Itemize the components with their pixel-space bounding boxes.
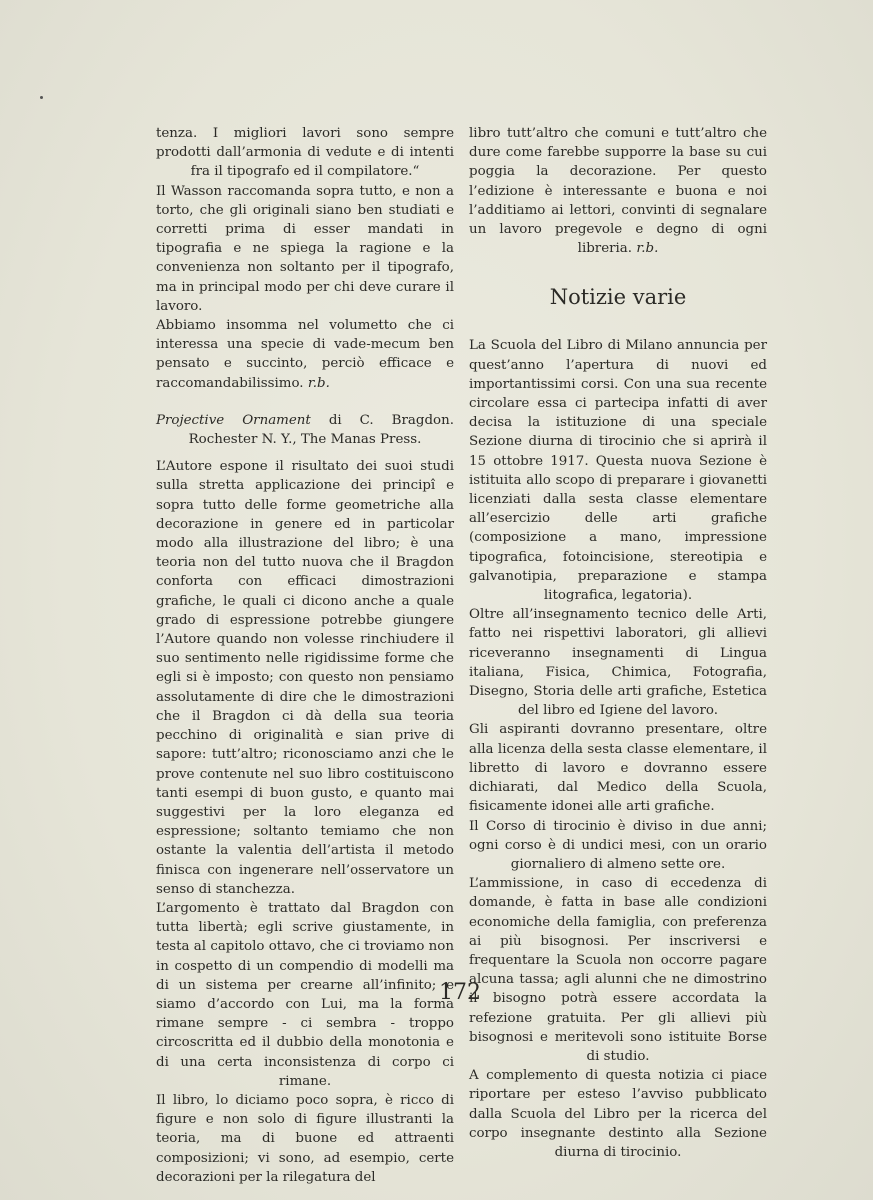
spacer bbox=[156, 393, 454, 411]
paragraph: Gli aspiranti dovranno presentare, oltre alla licenza della sesta classe elementare, il libretto di lavoro e dovranno essere dichiarati, dal Medico della Scuola, fisicamente idonei alle arti grafiche. bbox=[469, 722, 767, 815]
paragraph: tenza. I migliori lavori sono sempre prodotti dall’armonia di vedute e di intenti fra il tipografo ed il compilatore.“ bbox=[156, 126, 454, 180]
paragraph-text: Abbiamo insomma nel volumetto che ci interessa una specie di vade-mecum ben pensato e succinto, perciò efficace e raccomandabilissimo. bbox=[156, 318, 454, 391]
book-title: Projective Ornament bbox=[156, 412, 311, 428]
paragraph: Oltre all’insegnamento tecnico delle Arti, fatto nei rispettivi laboratori, gli allievi riceveranno insegnamenti di Lingua italiana, Fisica, Chimica, Fotografia, Disegno, Storia delle arti grafiche, Estetica del libro ed Igiene del lavoro. bbox=[469, 607, 767, 719]
paragraph: L’Autore espone il risultato dei suoi studi sulla stretta applicazione dei principî e sopra tutto delle forme geometriche alla decorazione in genere ed in particolar modo alla illustrazione del libro; è una teoria non del tutto nuova che il Bragdon conforta con efficaci dimostrazioni grafiche, le quali ci dicono anche a quale grado di espressione potrebbe giungere l’Autore quando non volesse rinchiudere il suo sentimento nelle rigidissime forme che egli si è imposto; con questo non pensiamo assolutamente di dire che le dimostrazioni che il Bragdon ci dà della sua teoria pecchino di originalità e sian prive di sapore: tutt’altro; riconosciamo anzi che le prove contenute nel suo libro costituiscono tanti esempi di buon gusto, e quanto mai suggestivi per la loro eleganza ed espressione; soltanto temiamo che non ostante la valentia dell’artista il metodo finisca con ingenerare nell’osservatore un senso di stanchezza. bbox=[156, 459, 454, 897]
paragraph: Il Wasson raccomanda sopra tutto, e non a torto, che gli originali siano ben studiati e corretti prima di esser mandati in tipografia e ne spiega la ragione e la convenienza non soltanto per il tipografo, ma in principal modo per chi deve curare il lavoro. bbox=[156, 183, 454, 314]
spacer bbox=[469, 258, 767, 284]
book-reference bbox=[156, 411, 454, 449]
paragraph: Il Corso di tirocinio è diviso in due anni; ogni corso è di undici mesi, con un orario giornaliero di almeno sette ore. bbox=[469, 818, 767, 872]
paper-speck bbox=[40, 96, 43, 99]
paragraph: L’ammissione, in caso di eccedenza di domande, è fatta in base alle condizioni economiche della famiglia, con preferenza ai più bisognosi. Per inscriversi e frequentare la Scuola non occorre pagare alcuna tassa; agli alunni che ne dimostrino il bisogno potrà essere accordata la refezione gratuita. Per gli allievi più bisognosi e meritevoli sono istituite Borse di studio. bbox=[469, 876, 767, 1064]
author-initials: r.b. bbox=[636, 241, 659, 257]
page-number: 172 bbox=[439, 980, 481, 1005]
paragraph bbox=[156, 316, 454, 393]
paragraph bbox=[469, 124, 767, 258]
paragraph: La Scuola del Libro di Milano annuncia per quest’anno l’apertura di nuovi ed importantissimi corsi. Con una sua recente circolare essa ci partecipa infatti di aver decisa la istituzione di una speciale Sezione diurna di tirocinio che si aprirà il 15 ottobre 1917. Questa nuova Sezione è istituita allo scopo di preparare i giovanetti licenziati dalla sesta classe elementare all’esercizio delle arti grafiche (composizione a mano, impressione tipografica, fotoincisione, stereotipia e galvanotipia, preparazione e stampa litografica, legatoria). bbox=[469, 338, 767, 604]
paragraph: A complemento di questa notizia ci piace riportare per esteso l’avviso pubblicato dalla Scuola del Libro per la ricerca del corpo insegnante destinto alla Sezione diurna di tirocinio. bbox=[469, 1068, 767, 1160]
left-column bbox=[156, 124, 454, 1187]
author-initials: r.b. bbox=[307, 375, 330, 391]
spacer bbox=[156, 449, 454, 457]
paragraph: L’argomento è trattato dal Bragdon con tutta libertà; egli scrive giustamente, in testa al capitolo ottavo, che ci troviamo non in cospetto di un compendio di modelli ma di un sistema per crearne all’infinito; e siamo d’accordo con Lui, ma la forma rimane sempre - ci sembra - troppo circoscritta ed il dubbio della monotonia e di una certa inconsistenza di corpo ci rimane. bbox=[156, 900, 454, 1089]
paragraph: Il libro, lo diciamo poco sopra, è ricco di figure e non solo di figure illustranti la teoria, ma di buone ed attraenti composizioni; vi sono, ad esempio, certe decorazioni per la rilegatura del bbox=[156, 1092, 454, 1185]
right-column bbox=[469, 124, 767, 1162]
spacer bbox=[469, 310, 767, 336]
paragraph-text: libro tutt’altro che comuni e tutt’altro che dure come farebbe supporre la base su cui poggia la decorazione. Per questo l’edizione è interessante e buona e noi l’additiamo ai lettori, convinti di segnalare un lavoro pregevole e degno di ogni libreria. bbox=[469, 126, 767, 257]
book-publisher: di C. Bragdon. Rochester N. Y., The Manas Press. bbox=[188, 412, 454, 448]
section-heading: Notizie varie bbox=[549, 285, 687, 310]
